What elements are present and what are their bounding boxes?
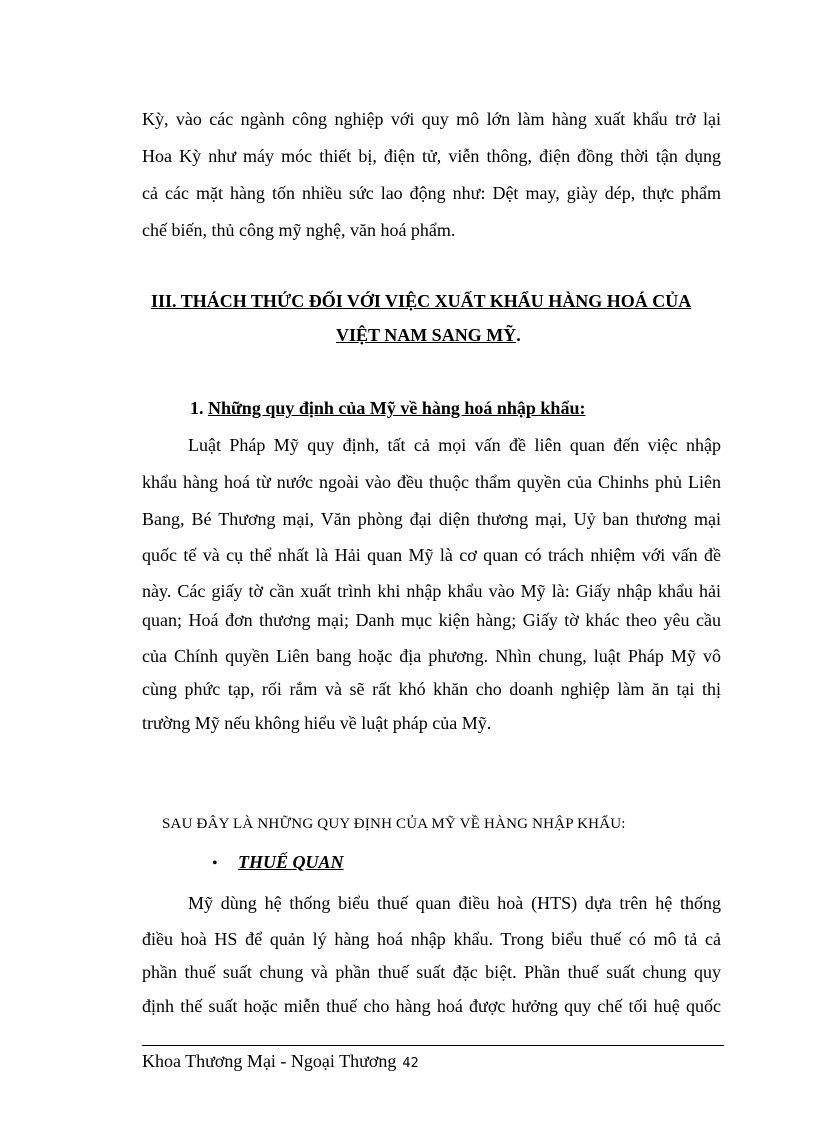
paragraph-line: Kỳ, vào các ngành công nghiệp với quy mô lớn làm hàng xuất khẩu trở lại bbox=[142, 109, 721, 129]
paragraph-line: của Chính quyền Liên bang hoặc địa phương. Nhìn chung, luật Pháp Mỹ vô bbox=[142, 646, 721, 666]
paragraph-line: khẩu hàng hoá từ nước ngoài vào đều thuộc thẩm quyền của Chinhs phủ Liên bbox=[142, 472, 721, 492]
paragraph-line: cả các mặt hàng tốn nhiều sức lao động như: Dệt may, giày dép, thực phẩm bbox=[142, 183, 721, 203]
paragraph-line: quốc tế và cụ thể nhất là Hải quan Mỹ là cơ quan có trách nhiệm với vấn đề bbox=[142, 545, 721, 565]
footer-text: Khoa Thương Mại - Ngoại Thương bbox=[142, 1051, 397, 1071]
section-heading-line-1: III. THÁCH THỨC ĐỐI VỚI VIỆC XUẤT KHẨU HÀNG HOÁ CỦA bbox=[151, 291, 692, 311]
paragraph-line: Bang, Bé Thương mại, Văn phòng đại diện thương mại, Uỷ ban thương mại bbox=[142, 509, 721, 529]
paragraph-line: phần thuế suất chung và phần thuế suất đặc biệt. Phần thuế suất chung quy bbox=[142, 962, 721, 982]
paragraph-line: Mỹ dùng hệ thống biểu thuế quan điều hoà (HTS) dựa trên hệ thống bbox=[188, 893, 721, 913]
paragraph-line: điều hoà HS để quản lý hàng hoá nhập khẩu. Trong biểu thuế có mô tả cả bbox=[142, 929, 721, 949]
paragraph-line: trường Mỹ nếu không hiểu về luật pháp của Mỹ. bbox=[142, 713, 492, 733]
paragraph-line: chế biến, thủ công mỹ nghệ, văn hoá phẩm. bbox=[142, 220, 456, 240]
section-heading-line-2-text: VIỆT NAM SANG MỸ bbox=[336, 325, 517, 345]
subsection-heading bbox=[190, 397, 585, 419]
page-number: 42 bbox=[402, 1056, 419, 1071]
subsection-number: 1. bbox=[190, 398, 208, 418]
section-heading-line-2 bbox=[336, 324, 521, 346]
regulations-intro-heading: SAU ĐÂY LÀ NHỮNG QUY ĐỊNH CỦA MỸ VỀ HÀNG NHẬP KHẨU: bbox=[162, 816, 626, 832]
tariff-bullet-heading: THUẾ QUAN bbox=[238, 852, 344, 872]
paragraph-line: Hoa Kỳ như máy móc thiết bị, điện tử, viễn thông, điện đồng thời tận dụng bbox=[142, 146, 721, 166]
page-footer bbox=[142, 1049, 419, 1076]
subsection-title: Những quy định của Mỹ về hàng hoá nhập khẩu: bbox=[208, 398, 586, 418]
bullet-icon: • bbox=[212, 855, 218, 872]
section-heading-line-2-period: . bbox=[516, 325, 521, 345]
footer-divider bbox=[142, 1045, 724, 1046]
paragraph-line: này. Các giấy tờ cần xuất trình khi nhập khẩu vào Mỹ là: Giấy nhập khẩu hải bbox=[142, 581, 721, 601]
paragraph-line: quan; Hoá đơn thương mại; Danh mục kiện hàng; Giấy tờ khác theo yêu cầu bbox=[142, 610, 721, 630]
paragraph-line: cùng phức tạp, rối rắm và sẽ rất khó khăn cho doanh nghiệp làm ăn tại thị bbox=[142, 679, 721, 699]
paragraph-line: Luật Pháp Mỹ quy định, tất cả mọi vấn đề liên quan đến việc nhập bbox=[188, 435, 721, 455]
paragraph-line: định thế suất hoặc miễn thuế cho hàng hoá được hưởng quy chế tối huệ quốc bbox=[142, 996, 721, 1016]
